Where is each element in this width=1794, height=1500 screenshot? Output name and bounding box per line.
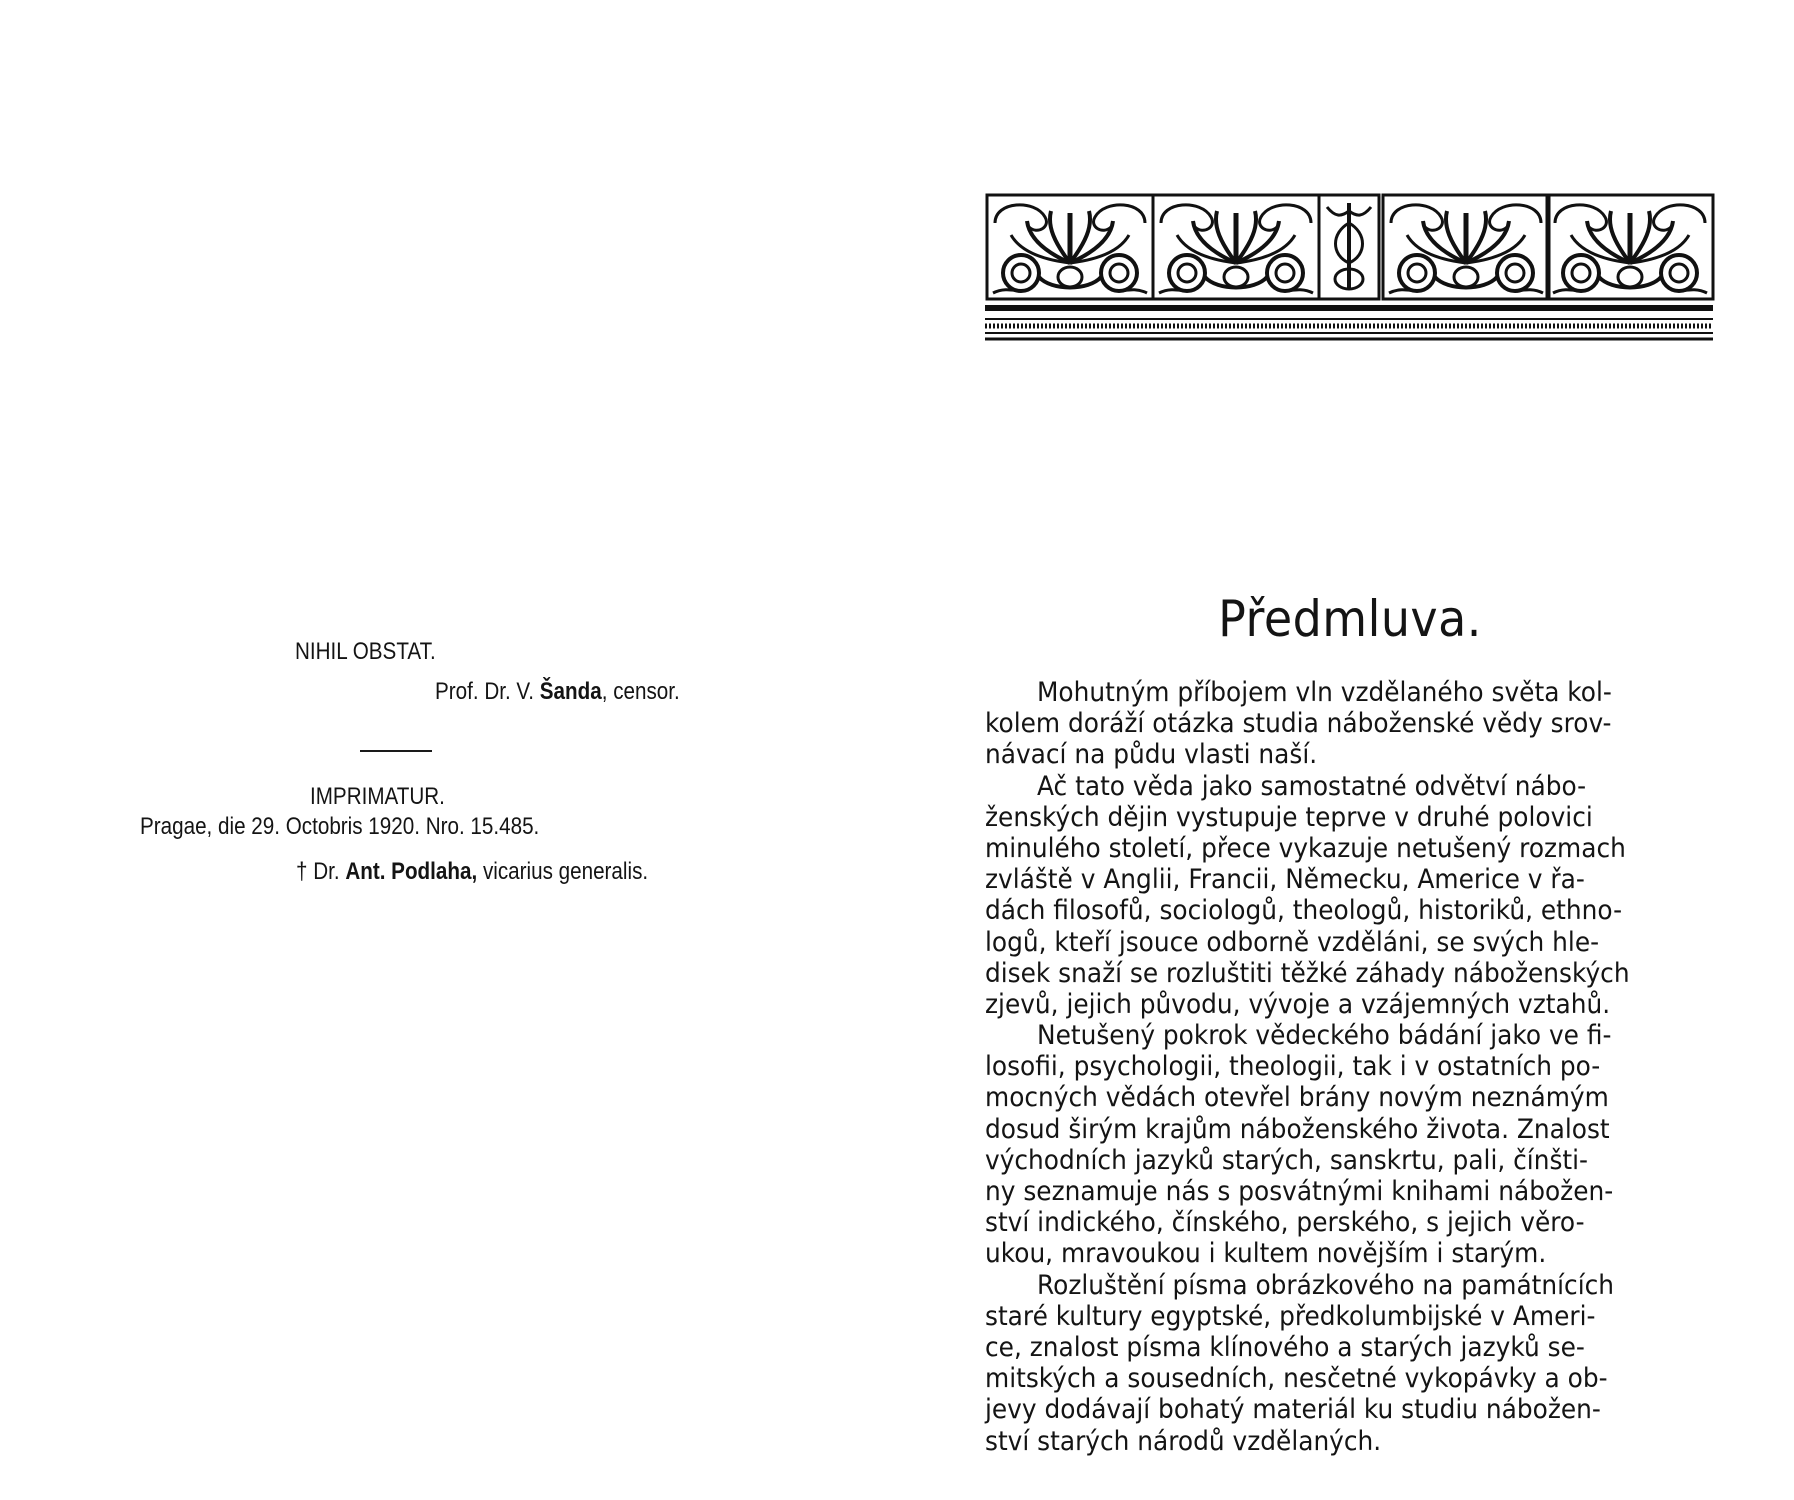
text-line: staré kultury egyptské, předkolumbijské v Ameri- <box>985 1300 1596 1332</box>
text-line: losofii, psychologii, theologii, tak i v ostatních po- <box>985 1051 1601 1083</box>
decorative-header-ornament <box>985 193 1715 349</box>
text-line: ukou, mravoukou i kultem novějším i starým. <box>985 1238 1547 1270</box>
censor-suffix: , censor. <box>601 678 680 705</box>
text-line: zjevů, jejich původu, vývoje a vzájemných vztahů. <box>985 988 1611 1020</box>
divider-rule <box>360 750 432 752</box>
vicar-suffix: vicarius generalis. <box>477 858 649 885</box>
text-line: dách filosofů, sociologů, theologů, historiků, ethno- <box>985 895 1623 927</box>
text-line: zvláště v Anglii, Francii, Německu, Americe v řa- <box>985 864 1585 896</box>
text-line: návací na půdu vlasti naší. <box>985 739 1318 771</box>
text-line: mocných vědách otevřel brány novým neznámým <box>985 1082 1609 1114</box>
text-line: jevy dodávají bohatý materiál ku studiu nábožen- <box>985 1394 1601 1426</box>
text-line: ce, znalost písma klínového a starých jazyků se- <box>985 1331 1585 1363</box>
text-line: logů, kteří jsouce odborně vzděláni, se svých hle- <box>985 926 1600 958</box>
imprimatur: IMPRIMATUR. <box>310 783 445 810</box>
nihil-obstat: NIHIL OBSTAT. <box>295 638 436 665</box>
text-line: ny seznamuje nás s posvátnými knihami nábožen- <box>985 1176 1614 1207</box>
vicar-line <box>296 860 648 884</box>
text-line: kolem doráží otázka studia náboženské vědy srov- <box>985 708 1612 740</box>
censor-name: Šanda <box>539 678 602 705</box>
text-line: ství indického, čínského, perského, s jejich věro- <box>985 1207 1585 1239</box>
text-line: Netušený pokrok vědeckého bádání jako ve fi- <box>1037 1020 1612 1052</box>
text-line: mitských a sousedních, nesčetné vykopávky a ob- <box>985 1363 1608 1395</box>
vicar-name: Ant. Podlaha, <box>345 858 478 885</box>
text-line: minulého století, přece vykazuje netušený rozmach <box>985 832 1626 864</box>
preface-body <box>985 677 1715 1457</box>
page-title: Předmluva. <box>1218 590 1482 648</box>
text-line: ženských dějin vystupuje teprve v druhé polovici <box>985 801 1593 833</box>
text-line: disek snaží se rozluštiti těžké záhady náboženských <box>985 957 1630 989</box>
censor-line <box>435 680 680 704</box>
vicar-prefix: † Dr. <box>296 858 346 885</box>
text-line: dosud širým krajům náboženského života. Znalost <box>985 1113 1610 1145</box>
text-line: Mohutným příbojem vln vzdělaného světa kol- <box>1037 677 1612 708</box>
text-line: Rozluštění písma obrázkového na památnících <box>1037 1269 1615 1301</box>
text-line: východních jazyků starých, sanskrtu, pali, čínšti- <box>985 1144 1589 1176</box>
censor-prefix: Prof. Dr. V. <box>435 678 540 705</box>
place-date-line: Pragae, die 29. Octobris 1920. Nro. 15.485. <box>140 813 540 840</box>
text-line: ství starých národů vzdělaných. <box>985 1425 1382 1457</box>
text-line: Ač tato věda jako samostatné odvětví nábo- <box>1037 770 1587 802</box>
